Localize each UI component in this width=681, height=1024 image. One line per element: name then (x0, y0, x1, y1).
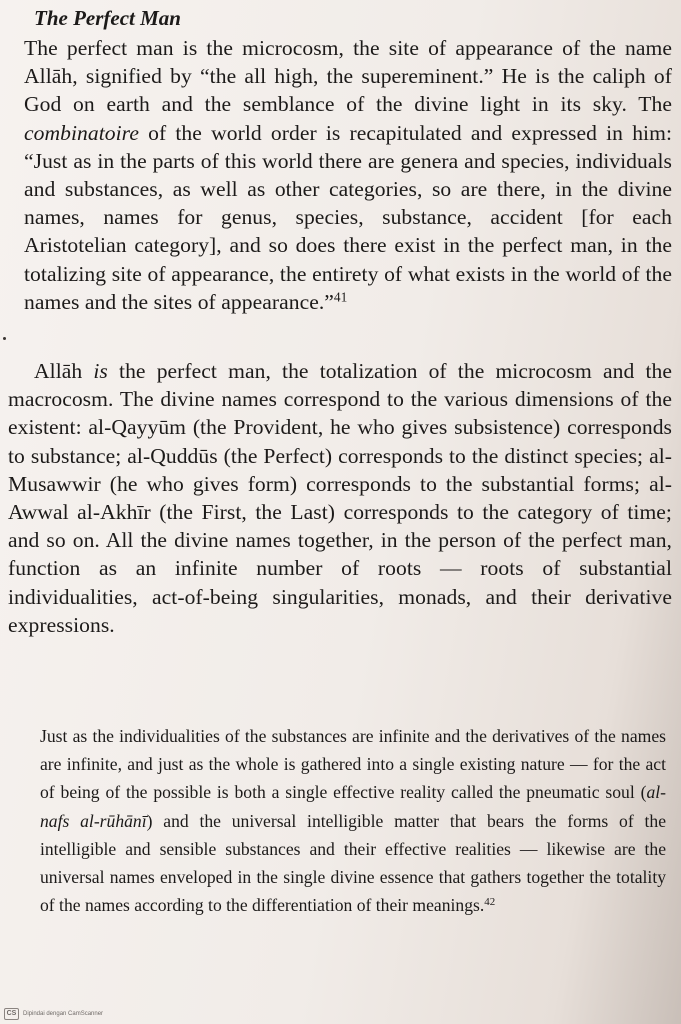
footnote-42[interactable]: 42 (484, 896, 496, 909)
block-quote (40, 722, 666, 919)
paragraph-2-lead: Allāh (34, 359, 94, 383)
margin-mark (3, 337, 6, 340)
section-title: The Perfect Man (34, 6, 181, 30)
block-quote-text-after: ) and the universal intelligible matter that bears the forms of the intelligible and sensible substances and their effective realities — likewise are the universal names enveloped in the single divine essence that gathers together the totality of the names according to the differentiation of their meanings. (40, 810, 667, 916)
block-quote-text: Just as the individualities of the substances are infinite and the derivatives of the names are infinite, and just as the whole is gathered into a single existing nature — for the act of being of the possible is both a single effective reality called the pneumatic soul ( (40, 726, 666, 803)
scanner-footer (4, 1008, 103, 1020)
paragraph-2 (8, 357, 672, 639)
footnote-41[interactable]: 41 (333, 289, 348, 305)
paragraph-2-text: the perfect man, the totalization of the microcosm and the macrocosm. The divine names correspond to the various dimensions of the existent: al-Qayyūm (the Provident, he who gives subsistence) corresponds to substance; al-Quddūs (the Perfect) corresponds to the distinct species; al-Musawwir (he who gives form) corresponds to the substantial forms; al-Awwal al-Akhīr (the First, the Last) corresponds to the category of time; and so on. All the divine names together, in the person of the perfect man, function as an infinite number of roots — roots of substantial individualities, act-of-being singularities, monads, and their derivative expressions. (8, 359, 672, 637)
paragraph-2-emphasis: is (93, 359, 108, 383)
paragraph-1-text: The perfect man is the microcosm, the site of appearance of the name Allāh, signified by “the all high, the supereminent.” He is the caliph of God on earth and the semblance of the divine light in its sky. The (24, 36, 672, 117)
paragraph-1-emphasis: combinatoire (24, 120, 139, 145)
scanner-footer-text: Dipindai dengan CamScanner (23, 1011, 104, 1017)
camscanner-logo-icon: CS (4, 1008, 19, 1020)
block-quote-emphasis: al-nafs al-rūhānī (40, 782, 666, 831)
paragraph-1 (24, 34, 672, 316)
paragraph-1-text-after: of the world order is recapitulated and expressed in him: “Just as in the parts of this world there are genera and species, individuals and substances, as well as other categories, so are there, in the divine names, names for genus, species, substance, accident [for each Aristotelian category], and so does there exist in the perfect man, in the totalizing site of appearance, the entirety of what exists in the world of the names and the sites of appearance.” (24, 120, 672, 314)
